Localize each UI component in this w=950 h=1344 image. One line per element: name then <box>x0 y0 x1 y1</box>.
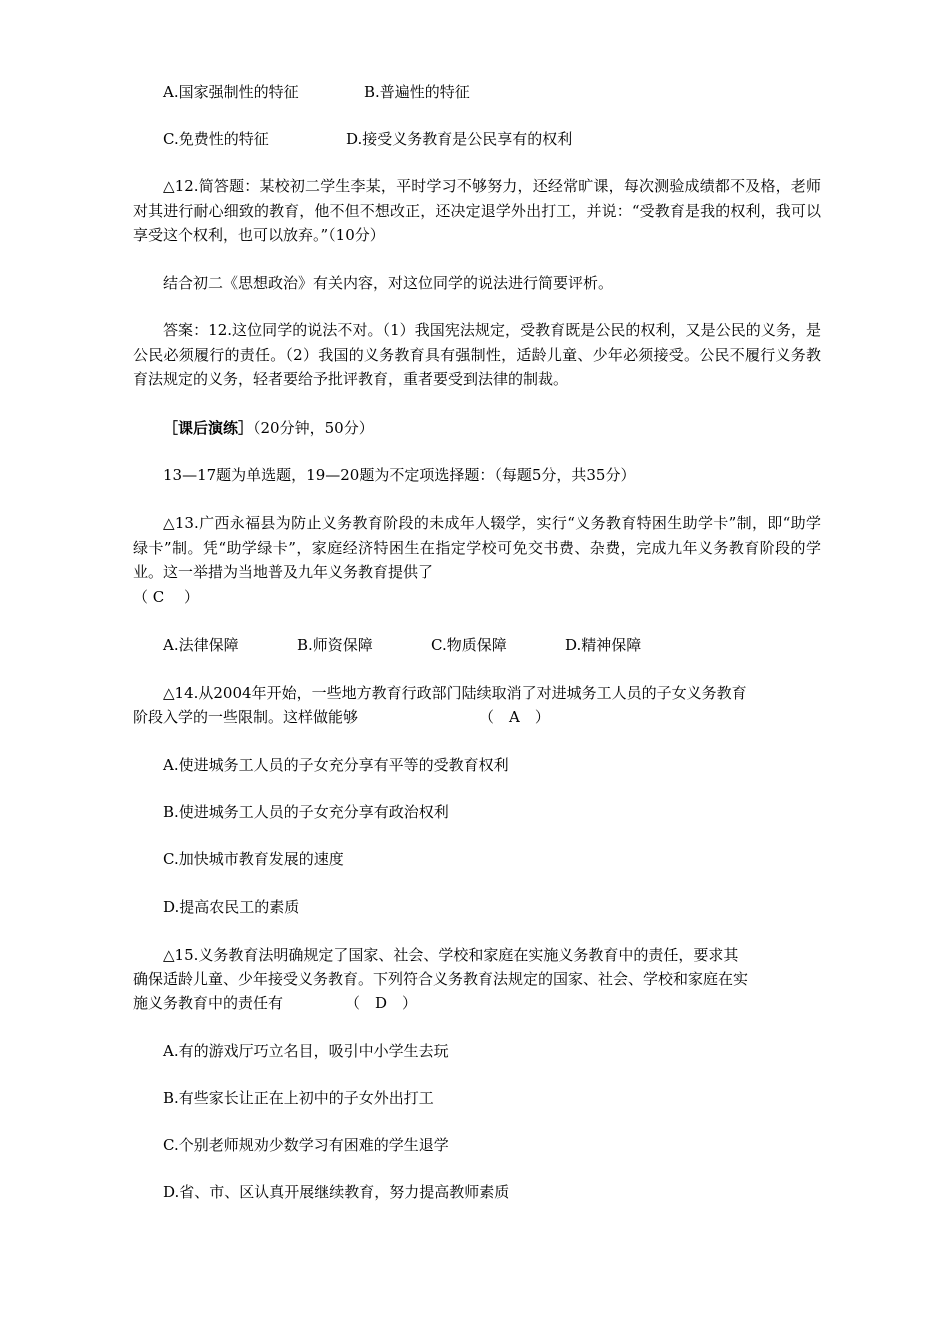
section-meta: （20分钟，50分） <box>253 419 374 437</box>
q13-option-b: B.师资保障 <box>297 636 373 654</box>
q15-answer: （ D ） <box>345 994 418 1012</box>
section-instructions: 13—17题为单选题，19—20题为不定项选择题：（每题5分，共35分） <box>163 466 636 484</box>
q13-option-a: A.法律保障 <box>163 636 239 654</box>
q15-question-text: 施义务教育中的责任有 <box>133 994 284 1012</box>
q11-options-row-2 <box>163 127 572 151</box>
q11-option-c: C.免费性的特征 <box>163 130 269 148</box>
q11-option-b: B.普遍性的特征 <box>364 83 470 101</box>
q14-option-b: B.使进城务工人员的子女充分享有政治权利 <box>163 803 449 821</box>
q12-answer: 答案：12.这位同学的说法不对。（1）我国宪法规定，受教育既是公民的权利，又是公民的义务，是公民必须履行的责任。（2）我国的义务教育具有强制性，适龄儿童、少年必须接受。公民不履行义务教育法规定的义务，轻者要给予批评教育，重者要受到法律的制裁。 <box>133 321 821 388</box>
q14-question-line-2 <box>133 705 550 729</box>
q14-option-d: D.提高农民工的素质 <box>163 898 300 916</box>
q14-question-text: 阶段入学的一些限制。这样做能够 <box>133 708 359 726</box>
q11-option-d: D.接受义务教育是公民享有的权利 <box>346 130 573 148</box>
q11-option-a: A.国家强制性的特征 <box>163 83 299 101</box>
q15-option-c: C.个别老师规劝少数学习有困难的学生退学 <box>163 1136 449 1154</box>
q13-option-c: C.物质保障 <box>431 636 507 654</box>
q15-option-a: A.有的游戏厅巧立名目，吸引中小学生去玩 <box>163 1042 449 1060</box>
q15-option-d: D.省、市、区认真开展继续教育，努力提高教师素质 <box>163 1183 510 1201</box>
q13-question: △13.广西永福县为防止义务教育阶段的未成年人辍学，实行“义务教育特困生助学卡”制，即“助学绿卡”制。凭“助学绿卡”，家庭经济特困生在指定学校可免交书费、杂费，完成九年义务教育阶段的学业。这一举措为当地普及九年义务教育提供了 <box>133 514 821 581</box>
q14-answer: （ A ） <box>479 708 550 726</box>
section-title: ［课后演练］ <box>163 419 254 437</box>
q14-option-a: A.使进城务工人员的子女充分享有平等的受教育权利 <box>163 756 509 774</box>
q13-option-d: D.精神保障 <box>565 636 642 654</box>
q12-question: △12.简答题：某校初二学生李某，平时学习不够努力，还经常旷课，每次测验成绩都不及格，老师对其进行耐心细致的教育，他不但不想改正，还决定退学外出打工，并说：“受教育是我的权利，我可以享受这个权利，也可以放弃。”（10分） <box>133 177 821 244</box>
q14-option-c: C.加快城市教育发展的速度 <box>163 850 344 868</box>
q12-prompt: 结合初二《思想政治》有关内容，对这位同学的说法进行简要评析。 <box>163 274 614 292</box>
section-header <box>133 416 374 440</box>
q15-question-line-2: 确保适龄儿童、少年接受义务教育。下列符合义务教育法规定的国家、社会、学校和家庭在实 <box>133 970 749 988</box>
q14-question-line-1: △14.从2004年开始，一些地方教育行政部门陆续取消了对进城务工人员的子女义务教育 <box>163 684 747 702</box>
q13-answer: （ C ） <box>133 588 200 606</box>
q15-option-b: B.有些家长让正在上初中的子女外出打工 <box>163 1089 434 1107</box>
q13-options-row <box>163 633 641 657</box>
q11-options-row-1 <box>163 80 470 104</box>
q15-question-line-3 <box>133 991 417 1015</box>
q15-question-line-1: △15.义务教育法明确规定了国家、社会、学校和家庭在实施义务教育中的责任，要求其 <box>163 946 739 964</box>
